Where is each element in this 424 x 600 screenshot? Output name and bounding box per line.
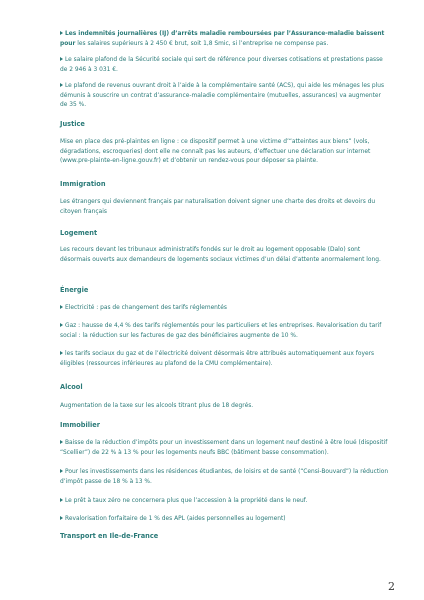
energie-bullet-electricite (60, 304, 390, 314)
bullet-salaire-plafond (60, 56, 390, 75)
bullet-icon (60, 31, 63, 35)
bullet-acs-text: Le plafond de revenus ouvrant droit à l’aide à la complémentaire santé (ACS), qui aide les ménages les plus démunis à souscrire un contrat d’assurance-maladie complémentaire (mutuelles, assurances) va augmenter de 35 %. (60, 83, 385, 109)
heading-transport: Transport en Ile-de-France (60, 532, 159, 540)
immobilier-bullet-text: Revalorisation forfaitaire de 1 % des APL (aides personnelles au logement) (65, 516, 286, 522)
justice-text: Mise en place des pré-plaintes en ligne : ce dispositif permet à une victime d’“atteintes aux biens” (vols, dégradations, escroqueries) dont elle ne connaît pas les auteurs, d’effectuer une déclaration sur internet (www.pre-plainte-en-ligne.gouv.fr) et d’obtenir un rendez-vous pour déposer sa plainte. (60, 139, 371, 165)
immobilier-bullet-text: Pour les investissements dans les résidences étudiantes, de loisirs et de santé (“Censi-Bouvard”) la réduction d’impôt passe de 18 % à 13 %. (60, 469, 389, 485)
immobilier-bullet-ptz (60, 497, 390, 507)
immobilier-bullet-text: Baisse de la réduction d’impôts pour un investissement dans un logement neuf destiné à être loué (dispositif “Scellier”) de 22 % à 13 % pour les logements neufs BBC (bâtiment basse consommation). (60, 440, 388, 456)
heading-alcool: Alcool (60, 383, 83, 391)
immobilier-bullet-scellier (60, 439, 390, 458)
bullet-acs (60, 82, 390, 111)
immigration-text: Les étrangers qui deviennent français par naturalisation doivent signer une charte des droits et devoirs du citoyen français (60, 199, 376, 215)
energie-bullet-text: les tarifs sociaux du gaz et de l’électricité doivent désormais être attribués automatiquement aux foyers éligibles (ressources inférieures au plafond de la CMU complémentaire). (60, 351, 375, 367)
heading-immobilier: Immobilier (60, 421, 100, 429)
energie-bullet-tarifs-sociaux (60, 350, 390, 369)
heading-logement: Logement (60, 229, 98, 237)
bullet-ij (60, 30, 390, 49)
energie-bullet-text: Electricité : pas de changement des tarifs réglementés (65, 305, 227, 311)
immobilier-bullet-censi-bouvard (60, 468, 390, 487)
heading-immigration: Immigration (60, 180, 106, 188)
bullet-salaire-plafond-text: Le salaire plafond de la Sécurité sociale qui sert de référence pour diverses cotisations et prestations passe de 2 946 à 3 031 €. (60, 57, 383, 73)
bullet-icon (60, 469, 63, 473)
immobilier-bullet-text: Le prêt à taux zéro ne concernera plus que l’accession à la propriété dans le neuf. (65, 498, 308, 504)
bullet-icon (60, 516, 63, 520)
bullet-ij-bold: Les indemnités journalières (IJ) d’arrêts maladie remboursées par l’Assurance-maladie baissent pour (60, 31, 385, 47)
heading-justice: Justice (60, 120, 85, 128)
bullet-icon (60, 57, 63, 61)
bullet-icon (60, 498, 63, 502)
bullet-icon (60, 440, 63, 444)
immobilier-bullet-apl (60, 515, 390, 525)
alcool-text: Augmentation de la taxe sur les alcools titrant plus de 18 degrés. (60, 403, 254, 409)
bullet-ij-text: les salaires supérieurs à 2 450 € brut, soit 1,8 Smic, si l’entreprise ne compense pas. (75, 40, 329, 47)
energie-bullet-gaz (60, 322, 390, 341)
bullet-icon (60, 351, 63, 355)
bullet-icon (60, 305, 63, 309)
bullet-icon (60, 323, 63, 327)
logement-text: Les recours devant les tribunaux administratifs fondés sur le droit au logement opposable (Dalo) sont désormais ouverts aux demandeurs de logements sociaux victimes d’un délai d’attente anormalement long. (60, 247, 381, 263)
page-number: 2 (388, 580, 395, 593)
bullet-icon (60, 83, 63, 87)
energie-bullet-text: Gaz : hausse de 4,4 % des tarifs réglementés pour les particuliers et les entreprises. Revalorisation du tarif social : la réduction sur les factures de gaz des bénéficiaires augmente de 10 %. (60, 323, 382, 339)
heading-energie: Énergie (60, 286, 89, 294)
